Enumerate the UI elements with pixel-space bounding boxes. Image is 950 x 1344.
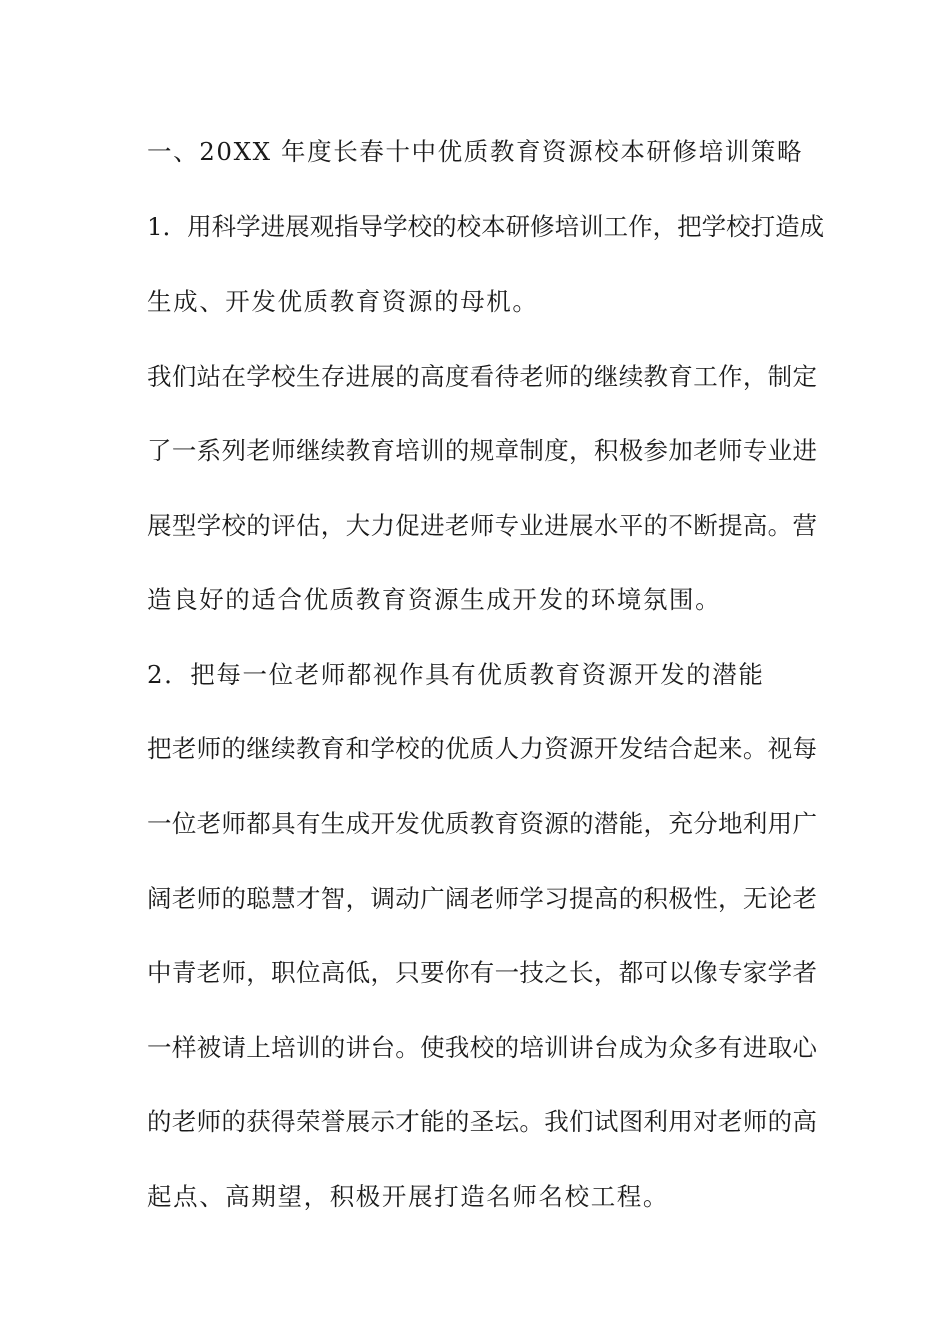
section1-paragraph-line: 我们站在学校生存进展的高度看待老师的继续教育工作，制定	[147, 362, 817, 391]
section2-paragraph-line: 一样被请上培训的讲台。使我校的培训讲台成为众多有进取心	[147, 1033, 817, 1062]
section2-paragraph-line: 起点、高期望，积极开展打造名师名校工程。	[147, 1182, 669, 1211]
section2-paragraph-line: 阔老师的聪慧才智，调动广阔老师学习提高的积极性，无论老	[147, 884, 817, 913]
section2-paragraph-line: 的老师的获得荣誉展示才能的圣坛。我们试图利用对老师的高	[147, 1107, 817, 1136]
section2-paragraph-line: 中青老师，职位高低，只要你有一技之长，都可以像专家学者	[147, 958, 817, 987]
section1-paragraph-line: 了一系列老师继续教育培训的规章制度，积极参加老师专业进	[147, 436, 817, 465]
section1-title-line2: 生成、开发优质教育资源的母机。	[147, 287, 539, 316]
section1-paragraph-line: 展型学校的评估，大力促进老师专业进展水平的不断提高。营	[147, 511, 817, 540]
section2-paragraph-line: 一位老师都具有生成开发优质教育资源的潜能，充分地利用广	[147, 809, 817, 838]
section-heading: 一、20XX 年度长春十中优质教育资源校本研修培训策略	[147, 137, 804, 166]
section1-paragraph-line: 造良好的适合优质教育资源生成开发的环境氛围。	[147, 585, 722, 614]
section2-title: 2．把每一位老师都视作具有优质教育资源开发的潜能	[147, 660, 765, 689]
section1-title-line1: 1．用科学进展观指导学校的校本研修培训工作，把学校打造成	[147, 212, 825, 241]
section2-paragraph-line: 把老师的继续教育和学校的优质人力资源开发结合起来。视每	[147, 734, 817, 763]
